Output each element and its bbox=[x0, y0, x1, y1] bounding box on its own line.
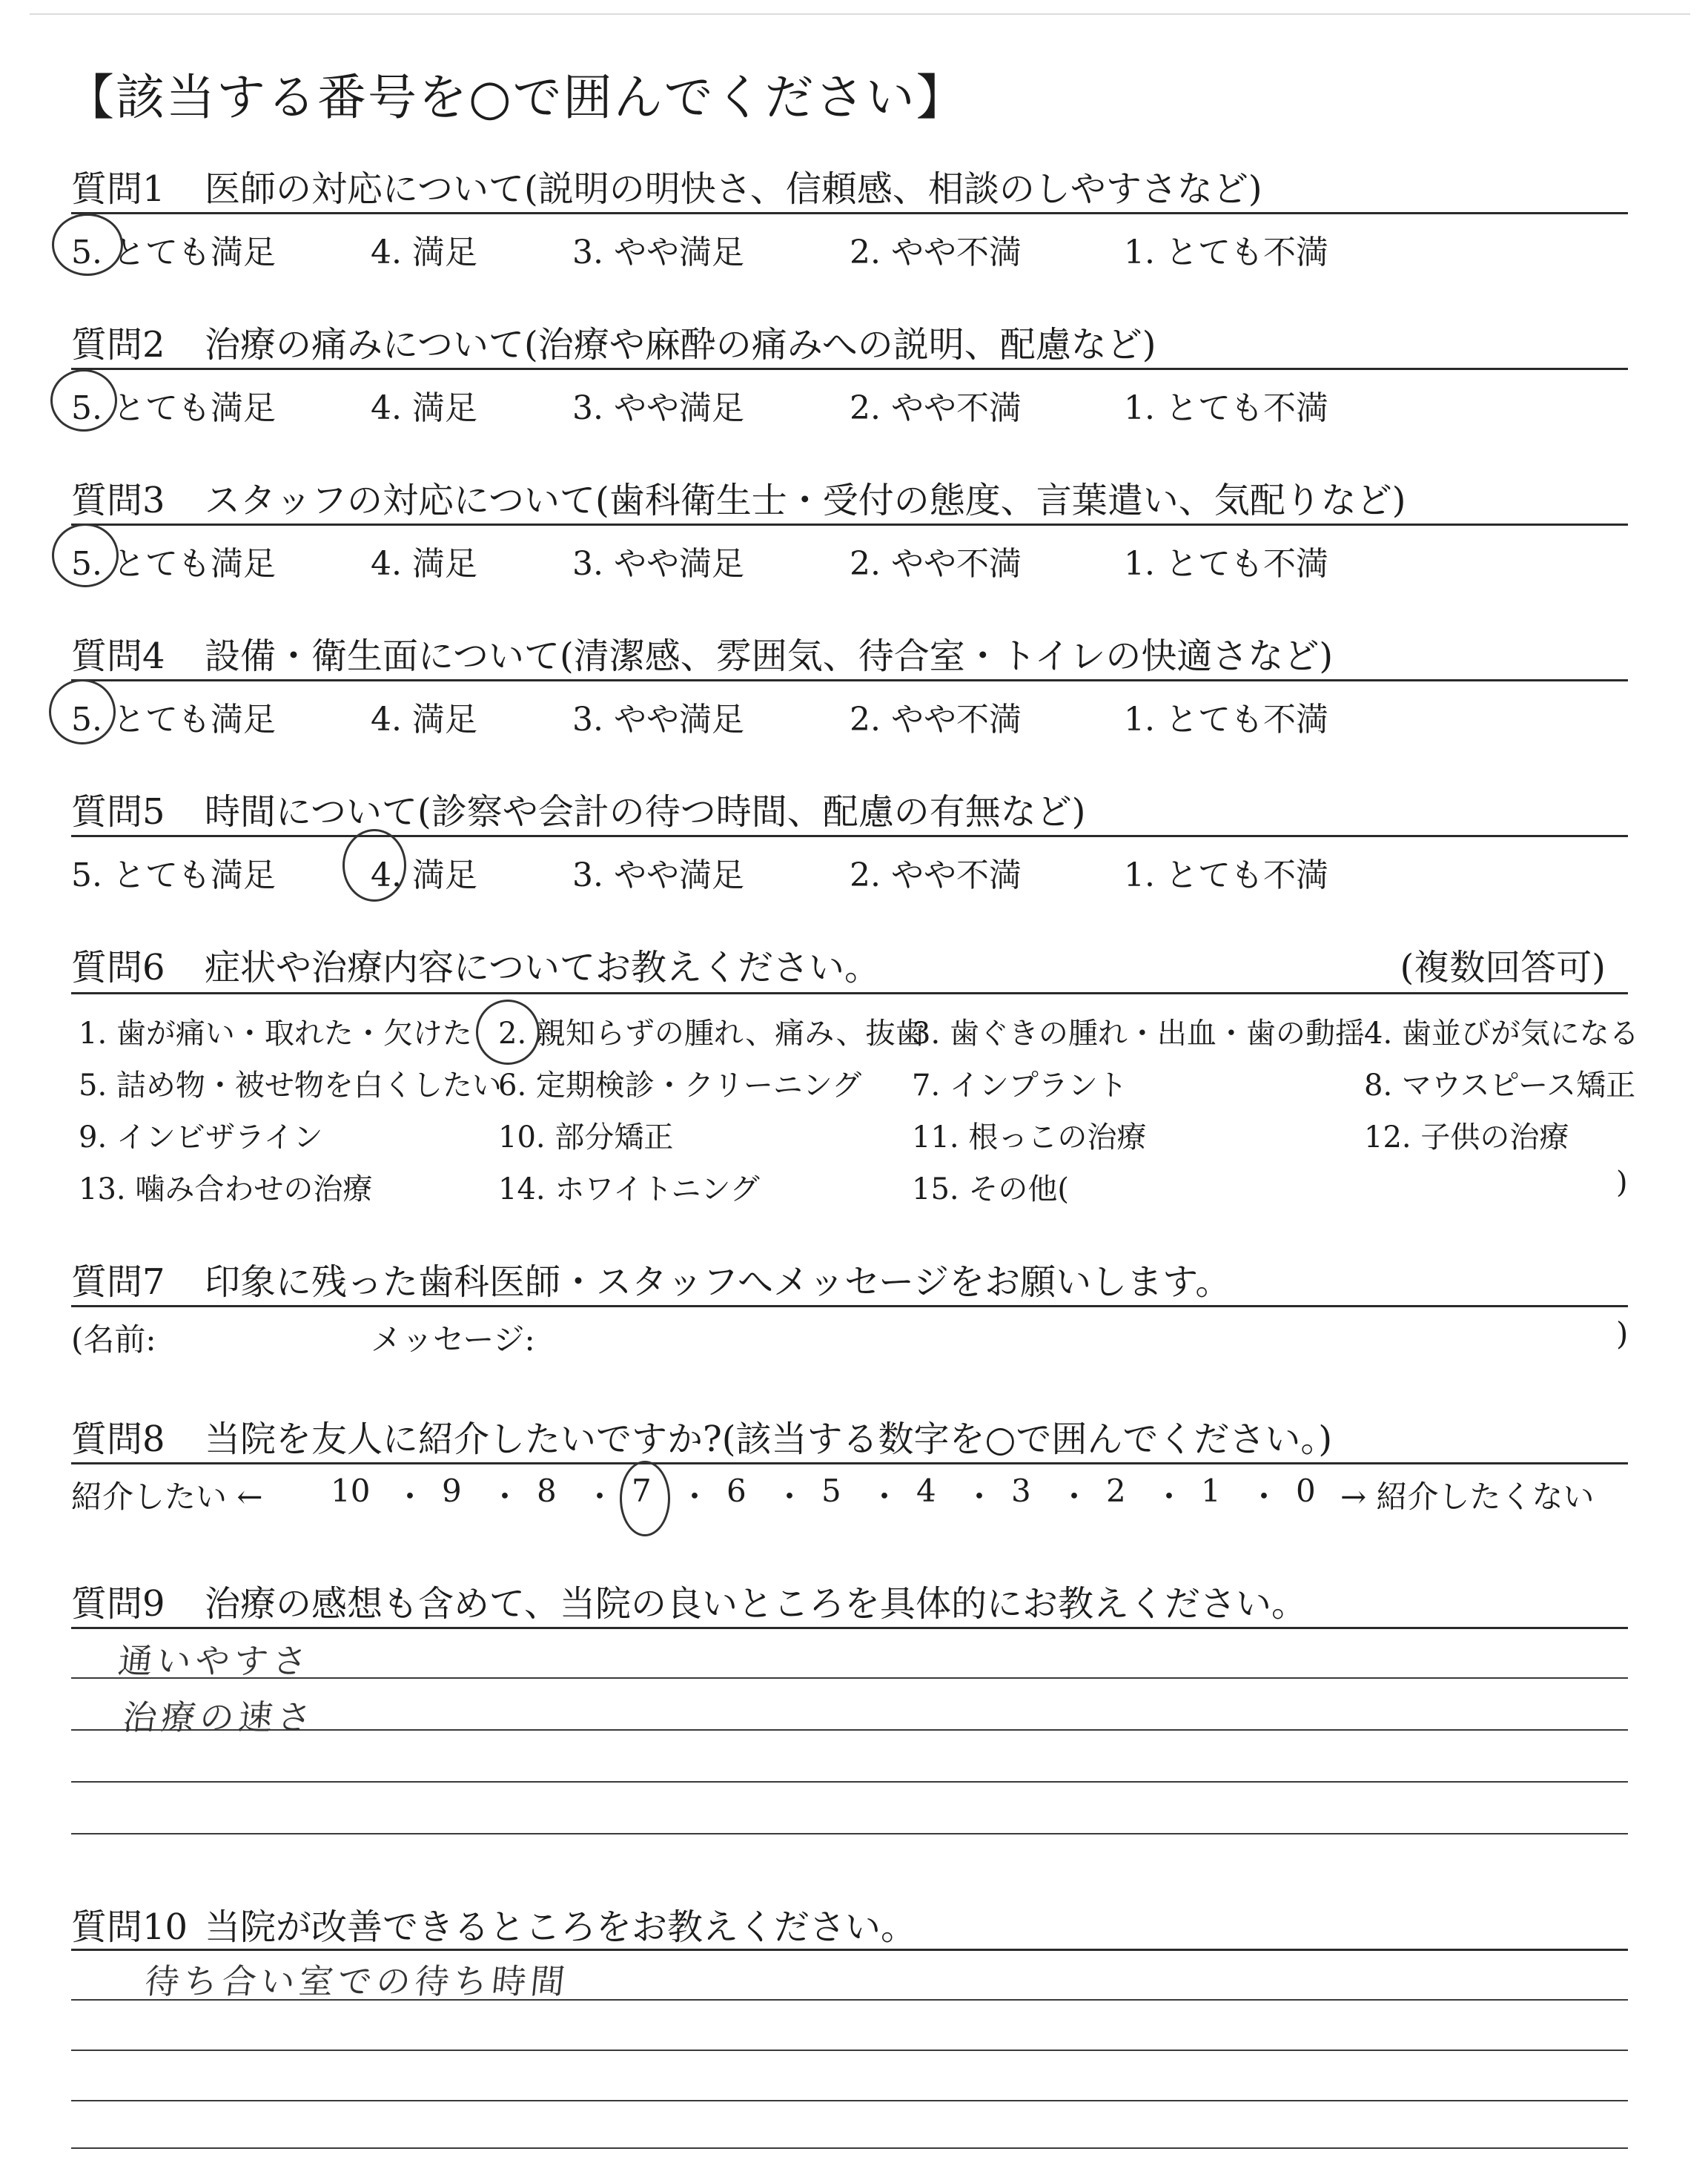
question-rule bbox=[71, 212, 1628, 214]
option-5[interactable]: 5. とても満足 bbox=[71, 545, 276, 583]
option-2[interactable]: 2. やや不満 bbox=[850, 545, 1022, 583]
scale-dot: ・ bbox=[869, 1479, 901, 1515]
option-5[interactable]: 5. とても満足 bbox=[71, 856, 276, 894]
scale-dot: ・ bbox=[584, 1479, 616, 1515]
question-label: 質問5 bbox=[71, 791, 165, 833]
scale-dot: ・ bbox=[1153, 1479, 1185, 1515]
option-2[interactable]: 2. やや不満 bbox=[850, 234, 1022, 271]
scale-value-7[interactable]: 7 bbox=[632, 1473, 652, 1509]
option-1[interactable]: 1. とても不満 bbox=[1124, 545, 1328, 583]
question-text: 症状や治療内容についてお教えください。 bbox=[205, 947, 881, 988]
rating-options-q5 bbox=[71, 848, 1628, 893]
question-text: 治療の感想も含めて、当院の良いところを具体的にお教えください。 bbox=[205, 1583, 1308, 1625]
writing-line bbox=[71, 1781, 1628, 1783]
option-1[interactable]: 1. とても不満 bbox=[1124, 701, 1328, 739]
scale-value-10[interactable]: 10 bbox=[331, 1473, 371, 1509]
symptom-option[interactable]: 13. 噛み合わせの治療 bbox=[79, 1172, 373, 1206]
option-1[interactable]: 1. とても不満 bbox=[1124, 856, 1328, 894]
scale-value-4[interactable]: 4 bbox=[916, 1473, 936, 1509]
top-border bbox=[30, 13, 1690, 15]
question-label: 質問3 bbox=[71, 480, 165, 521]
symptom-option[interactable]: 8. マウスピース矯正 bbox=[1364, 1069, 1636, 1103]
question-5 bbox=[71, 783, 1628, 836]
message-row bbox=[71, 1315, 1628, 1360]
option-1[interactable]: 1. とても不満 bbox=[1124, 389, 1328, 427]
option-3[interactable]: 3. やや満足 bbox=[572, 701, 744, 739]
rating-options-q2 bbox=[71, 381, 1628, 426]
question-text: 当院が改善できるところをお教えください。 bbox=[205, 1906, 917, 1948]
writing-line bbox=[71, 1833, 1628, 1834]
handwritten-answer: 通いやすさ bbox=[116, 1641, 314, 1681]
symptom-option[interactable]: 2. 親知らずの腫れ、痛み、抜歯 bbox=[498, 1017, 925, 1051]
question-text: 当院を友人に紹介したいですか?(該当する数字を○で囲んでください。) bbox=[205, 1418, 1333, 1460]
scale-dot: ・ bbox=[489, 1479, 521, 1515]
option-2[interactable]: 2. やや不満 bbox=[850, 856, 1022, 894]
question-rule bbox=[71, 1949, 1628, 1951]
question-label: 質問1 bbox=[71, 168, 165, 210]
option-4[interactable]: 4. 満足 bbox=[371, 389, 477, 427]
scale-value-6[interactable]: 6 bbox=[726, 1473, 747, 1509]
question-label: 質問9 bbox=[71, 1583, 165, 1625]
question-1 bbox=[71, 160, 1628, 214]
question-rule bbox=[71, 1305, 1628, 1307]
page-title: 【該当する番号を○で囲んでください】 bbox=[65, 69, 967, 126]
option-5[interactable]: 5. とても満足 bbox=[71, 701, 276, 739]
symptom-option[interactable]: 6. 定期検診・クリーニング bbox=[498, 1069, 862, 1103]
scale-dot: ・ bbox=[774, 1479, 806, 1515]
question-label: 質問7 bbox=[71, 1261, 165, 1303]
question-label: 質問8 bbox=[71, 1418, 165, 1460]
option-4[interactable]: 4. 満足 bbox=[371, 545, 477, 583]
symptom-option[interactable]: 12. 子供の治療 bbox=[1364, 1120, 1569, 1155]
symptom-option[interactable]: 7. インプラント bbox=[912, 1069, 1128, 1103]
question-rule bbox=[71, 1462, 1628, 1464]
scale-value-1[interactable]: 1 bbox=[1201, 1473, 1221, 1509]
rating-options-q3 bbox=[71, 537, 1628, 581]
question-text: 医師の対応について(説明の明快さ、信頼感、相談のしやすさなど) bbox=[205, 168, 1262, 210]
close-paren: ) bbox=[1616, 1315, 1629, 1352]
symptom-option[interactable]: 10. 部分矯正 bbox=[498, 1120, 674, 1155]
writing-line bbox=[71, 2147, 1628, 2149]
question-8 bbox=[71, 1410, 1628, 1464]
handwritten-answer: 治療の速さ bbox=[120, 1697, 318, 1737]
scale-dot: ・ bbox=[394, 1479, 426, 1515]
symptom-option[interactable]: 15. その他( bbox=[912, 1172, 1069, 1206]
scale-left-label: 紹介したい ← bbox=[71, 1479, 263, 1515]
symptom-option[interactable]: 5. 詰め物・被せ物を白くしたい bbox=[79, 1069, 502, 1103]
question-rule bbox=[71, 835, 1628, 837]
name-field[interactable]: (名前: bbox=[71, 1321, 156, 1358]
option-4[interactable]: 4. 満足 bbox=[371, 701, 477, 739]
option-4[interactable]: 4. 満足 bbox=[371, 856, 477, 894]
option-3[interactable]: 3. やや満足 bbox=[572, 545, 744, 583]
question-7 bbox=[71, 1253, 1628, 1307]
other-close-paren: ) bbox=[1616, 1166, 1628, 1200]
symptom-option[interactable]: 9. インビザライン bbox=[79, 1120, 323, 1155]
question-text: 治療の痛みについて(治療や麻酔の痛みへの説明、配慮など) bbox=[205, 324, 1156, 366]
option-2[interactable]: 2. やや不満 bbox=[850, 701, 1022, 739]
scale-value-8[interactable]: 8 bbox=[537, 1473, 557, 1509]
question-4 bbox=[71, 627, 1628, 681]
question-3 bbox=[71, 472, 1628, 525]
option-3[interactable]: 3. やや満足 bbox=[572, 389, 744, 427]
question-label: 質問2 bbox=[71, 324, 165, 366]
question-10 bbox=[71, 1898, 1628, 1952]
symptom-option[interactable]: 4. 歯並びが気になる bbox=[1364, 1017, 1639, 1051]
question-rule bbox=[71, 992, 1628, 994]
question-rule bbox=[71, 368, 1628, 370]
option-4[interactable]: 4. 満足 bbox=[371, 234, 477, 271]
option-1[interactable]: 1. とても不満 bbox=[1124, 234, 1328, 271]
scale-value-3[interactable]: 3 bbox=[1011, 1473, 1031, 1509]
symptom-option[interactable]: 3. 歯ぐきの腫れ・出血・歯の動揺 bbox=[912, 1017, 1365, 1051]
question-text: スタッフの対応について(歯科衛生士・受付の態度、言葉遣い、気配りなど) bbox=[205, 480, 1406, 521]
question-label: 質問10 bbox=[71, 1906, 188, 1948]
question-rule bbox=[71, 1627, 1628, 1629]
question-text: 時間について(診察や会計の待つ時間、配慮の有無など) bbox=[205, 791, 1086, 833]
rating-options-q4 bbox=[71, 693, 1628, 737]
option-3[interactable]: 3. やや満足 bbox=[572, 234, 744, 271]
question-label: 質問4 bbox=[71, 635, 165, 677]
handwritten-answer: 待ち合い室での待ち時間 bbox=[142, 1961, 572, 2001]
rating-options-q1 bbox=[71, 225, 1628, 270]
question-2 bbox=[71, 316, 1628, 369]
scale-value-9[interactable]: 9 bbox=[442, 1473, 462, 1509]
symptom-option[interactable]: 14. ホワイトニング bbox=[498, 1172, 760, 1206]
option-3[interactable]: 3. やや満足 bbox=[572, 856, 744, 894]
writing-line bbox=[71, 2050, 1628, 2051]
message-field[interactable]: メッセージ: bbox=[371, 1321, 535, 1358]
option-2[interactable]: 2. やや不満 bbox=[850, 389, 1022, 427]
question-text: 印象に残った歯科医師・スタッフへメッセージをお願いします。 bbox=[205, 1261, 1231, 1303]
question-6 bbox=[71, 939, 1628, 992]
question-9 bbox=[71, 1575, 1628, 1628]
recommend-scale bbox=[71, 1473, 1628, 1517]
symptom-option[interactable]: 11. 根っこの治療 bbox=[912, 1120, 1147, 1155]
scale-right-label: → 紹介したくない bbox=[1340, 1479, 1595, 1515]
writing-line bbox=[71, 2100, 1628, 2101]
symptom-option[interactable]: 1. 歯が痛い・取れた・欠けた bbox=[79, 1017, 472, 1051]
question-rule bbox=[71, 524, 1628, 526]
scale-dot: ・ bbox=[964, 1479, 996, 1515]
scale-value-0[interactable]: 0 bbox=[1296, 1473, 1316, 1509]
question-text: 設備・衛生面について(清潔感、雰囲気、待合室・トイレの快適さなど) bbox=[205, 635, 1334, 677]
scale-dot: ・ bbox=[1248, 1479, 1280, 1515]
option-5[interactable]: 5. とても満足 bbox=[71, 234, 276, 271]
scale-dot: ・ bbox=[679, 1479, 711, 1515]
scale-value-2[interactable]: 2 bbox=[1106, 1473, 1126, 1509]
question-rule bbox=[71, 679, 1628, 681]
scale-value-5[interactable]: 5 bbox=[821, 1473, 841, 1509]
scale-dot: ・ bbox=[1059, 1479, 1090, 1515]
multiple-answers-note: (複数回答可) bbox=[1400, 947, 1606, 988]
question-label: 質問6 bbox=[71, 947, 165, 988]
option-5[interactable]: 5. とても満足 bbox=[71, 389, 276, 427]
